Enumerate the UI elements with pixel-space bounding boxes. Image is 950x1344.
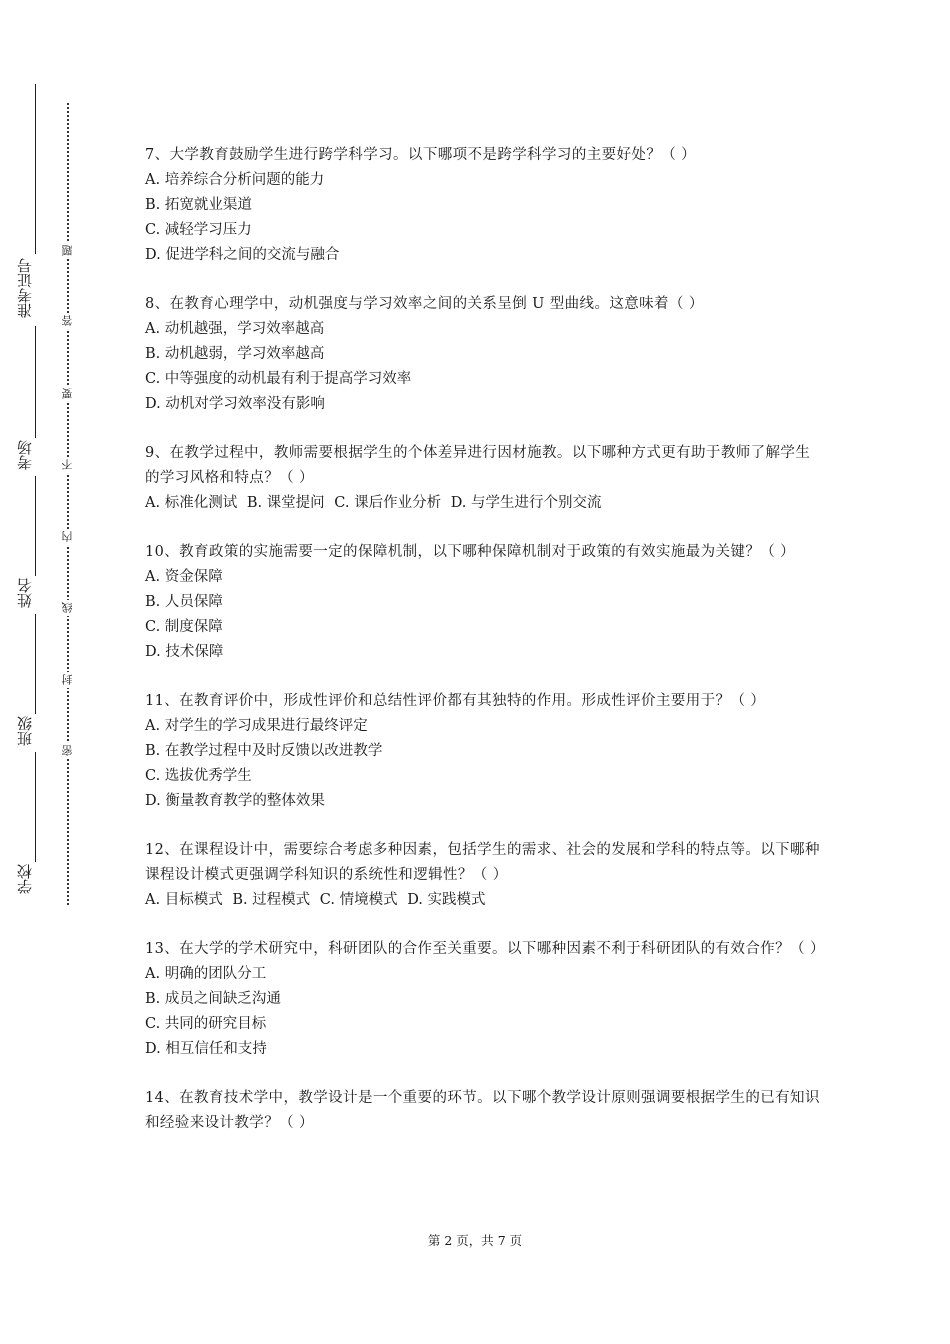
seal-char: 线 [60,600,76,616]
option-d: D. 与学生进行个别交流 [450,495,602,511]
binding-rule-name [35,614,36,714]
seal-char: 内 [60,529,76,545]
option-a: A. 标准化测试 [145,495,238,511]
seal-char: 题 [60,243,76,259]
option-b: B. 成员之间缺乏沟通 [145,991,281,1007]
option-a: A. 培养综合分析问题的能力 [145,172,325,188]
question-text: 12、在课程设计中，需要综合考虑多种因素，包括学生的需求、社会的发展和学科的特点等。以下哪种课程设计模式更强调学科知识的系统性和逻辑性？（ ） [145,842,820,883]
option-a: A. 对学生的学习成果进行最终评定 [145,718,368,734]
question-14 [145,1086,825,1136]
field-name-label: 姓名 [16,578,34,608]
binding-rule-top [35,84,36,254]
option-d: D. 动机对学习效率没有影响 [145,396,325,412]
option-c: C. 共同的研究目标 [145,1016,267,1032]
option-c: C. 制度保障 [145,619,223,635]
option-b: B. 动机越弱，学习效率越高 [145,346,325,362]
option-a: A. 明确的团队分工 [145,966,267,982]
option-c: C. 情境模式 [319,892,398,908]
field-exam-number-label: 准考证号 [16,258,34,318]
option-d: D. 实践模式 [407,892,486,908]
option-a: A. 目标模式 [145,892,223,908]
seal-char: 答 [60,313,76,329]
option-d: D. 促进学科之间的交流与融合 [145,247,340,263]
question-list [145,143,825,1160]
binding-rule-exam-room [35,476,36,576]
seal-char: 封 [60,672,76,688]
option-c: C. 课后作业分析 [334,495,442,511]
question-10 [145,540,825,665]
question-13 [145,937,825,1062]
question-11 [145,689,825,814]
question-text: 13、在大学的学术研究中，科研团队的合作至关重要。以下哪种因素不利于科研团队的有效合作？（ ） [145,941,825,957]
page-number: 第 2 页，共 7 页 [427,1233,523,1248]
question-9 [145,441,825,516]
option-c: C. 减轻学习压力 [145,222,252,238]
question-12 [145,838,825,913]
binding-rule-class [35,752,36,862]
question-text: 10、教育政策的实施需要一定的保障机制，以下哪种保障机制对于政策的有效实施最为关键？（ ） [145,544,796,560]
field-class-label: 班级 [16,716,34,746]
question-text: 11、在教育评价中，形成性评价和总结性评价都有其独特的作用。形成性评价主要用于？（ ） [145,693,766,709]
options-inline [145,888,825,913]
option-b: B. 在教学过程中及时反馈以改进教学 [145,743,383,759]
field-school-label: 学校 [16,864,34,894]
option-c: C. 中等强度的动机最有利于提高学习效率 [145,371,412,387]
option-d: D. 相互信任和支持 [145,1041,267,1057]
option-b: B. 人员保障 [145,594,223,610]
question-text: 7、大学教育鼓励学生进行跨学科学习。以下哪项不是跨学科学习的主要好处？（ ） [145,147,697,163]
option-b: B. 拓宽就业渠道 [145,197,252,213]
question-8 [145,292,825,417]
question-text: 8、在教育心理学中，动机强度与学习效率之间的关系呈倒 U 型曲线。这意味着（ ） [145,296,704,312]
option-d: D. 衡量教育教学的整体效果 [145,793,325,809]
question-text: 9、在教学过程中，教师需要根据学生的个体差异进行因材施教。以下哪种方式更有助于教师了解学生的学习风格和特点？（ ） [145,445,811,486]
seal-char: 密 [60,743,76,759]
option-b: B. 课堂提问 [246,495,325,511]
field-exam-room-label: 考场 [16,440,34,470]
seal-dotted-line [67,103,69,905]
option-a: A. 资金保障 [145,569,223,585]
seal-char: 要 [60,386,76,402]
option-c: C. 选拔优秀学生 [145,768,252,784]
option-b: B. 过程模式 [232,892,311,908]
option-d: D. 技术保障 [145,644,224,660]
binding-rule-exam-number [35,326,36,438]
options-inline [145,491,825,516]
option-a: A. 动机越强，学习效率越高 [145,321,325,337]
question-7 [145,143,825,268]
question-text: 14、在教育技术学中，教学设计是一个重要的环节。以下哪个教学设计原则强调要根据学生的已有知识和经验来设计教学？（ ） [145,1090,820,1131]
seal-char: 不 [60,457,76,473]
